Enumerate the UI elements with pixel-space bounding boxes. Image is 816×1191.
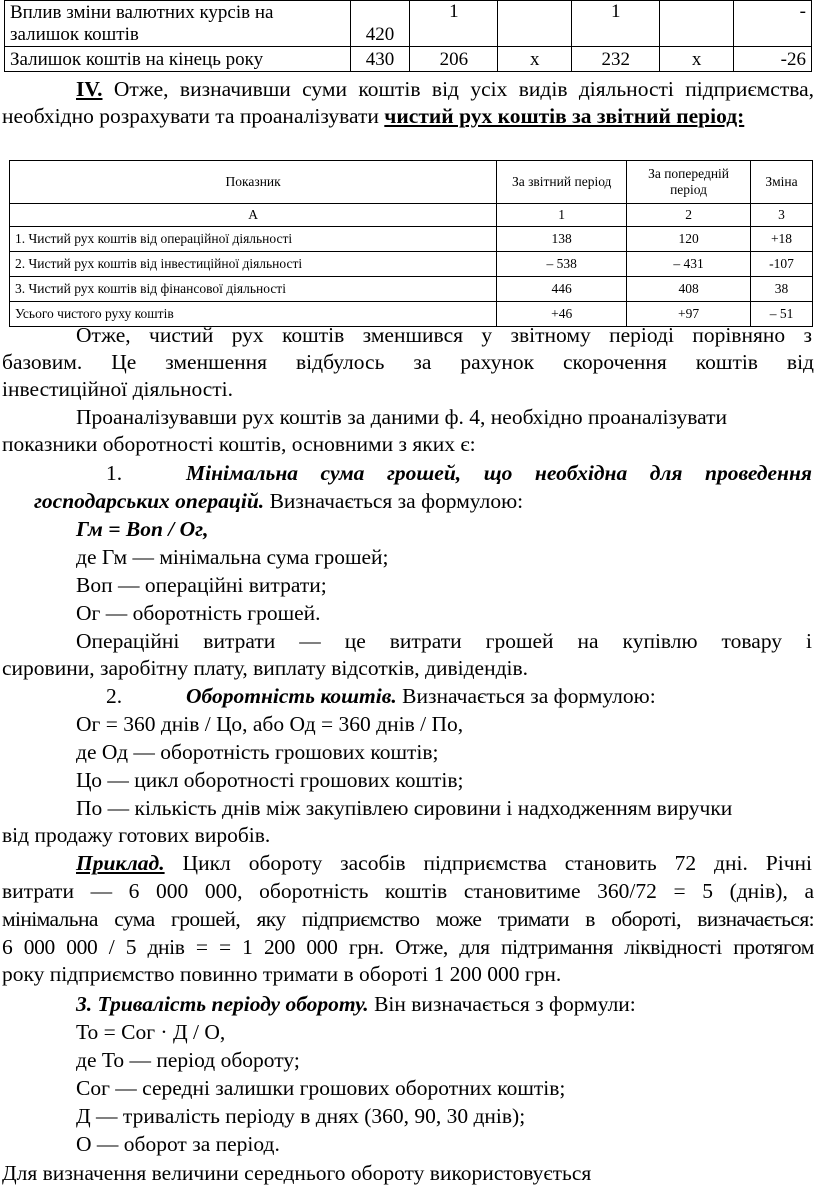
text-line: Отже, чистий рух коштів зменшився у звітному періоді порівняно з: [76, 323, 812, 347]
cell: – 538: [497, 252, 627, 277]
list-title: Оборотність коштів.: [186, 684, 397, 708]
column-number: 3: [751, 204, 813, 227]
table-row: [5, 47, 812, 72]
text-line: інвестиційної діяльності.: [2, 377, 234, 401]
example-line: року підприємство повинно тримати в обороті 1 200 000 грн.: [2, 962, 562, 986]
list-tail: Він визначається з формули:: [368, 992, 636, 1016]
list-item-title-cont: [34, 488, 812, 515]
formula: Гм = Воп / Ог,: [76, 517, 209, 541]
list-number: 2.: [106, 684, 123, 708]
definition: По — кількість днів між закупівлею сировини і надходженням виручки: [76, 796, 733, 820]
definition: Д — тривалість періоду в днях (360, 90, 30 днів);: [76, 1104, 526, 1128]
definition: О — оборот за період.: [76, 1132, 280, 1156]
definition-cont: від продажу готових виробів.: [2, 823, 271, 847]
text-line: Проаналізувавши рух коштів за даними ф. 4, необхідно проаналізувати: [76, 405, 728, 429]
text-line: Операційні витрати — це витрати грошей на купівлю товару і: [76, 629, 812, 653]
list-number: 1.: [106, 461, 123, 485]
example-line: витрати — 6 000 000, оборотність коштів становитиме 360/72 = 5 (днів), а: [2, 879, 814, 903]
text-line: базовим. Це зменшення відбулось за рахунок скорочення коштів від: [2, 350, 814, 374]
table-row: [10, 252, 813, 277]
list-tail: Визначається за формулою:: [396, 684, 656, 708]
section-iv-paragraph: [2, 76, 814, 130]
cell: +97: [627, 302, 751, 327]
row-label: Залишок коштів на кінець року: [5, 47, 351, 72]
column-header: Зміна: [751, 161, 813, 204]
net-cash-flow-table: [9, 160, 813, 327]
cell: – 51: [751, 302, 813, 327]
cell: 232: [572, 47, 660, 72]
cell: +18: [751, 227, 813, 252]
example-label: Приклад.: [76, 851, 165, 875]
cell: -26: [734, 47, 812, 72]
list-title: господарських операцій.: [34, 489, 265, 513]
row-code: 430: [350, 47, 410, 72]
definition: Ог — оборотність грошей.: [76, 601, 321, 625]
cell: 138: [497, 227, 627, 252]
column-header: За звітний період: [497, 161, 627, 204]
list-item-title: [106, 460, 812, 487]
definition: де Гм — мінімальна сума грошей;: [76, 545, 389, 569]
example-text: Цикл обороту засобів підприємства становить 72 дні. Річні: [164, 851, 812, 875]
list-item-title: [76, 991, 636, 1018]
definition: де Од — оборотність грошових коштів;: [76, 740, 439, 764]
cell: 206: [410, 47, 498, 72]
cell: 38: [751, 277, 813, 302]
cell: 120: [627, 227, 751, 252]
column-header: За попередній період: [627, 161, 751, 204]
list-title: 3. Тривалість періоду обороту.: [76, 992, 369, 1016]
cell: – 431: [627, 252, 751, 277]
column-number: 2: [627, 204, 751, 227]
cell: 446: [497, 277, 627, 302]
definition: Сог — середні залишки грошових оборотних коштів;: [76, 1076, 566, 1100]
example-line: [76, 850, 812, 877]
row-code: 420: [350, 1, 410, 47]
table-header-row: [10, 161, 813, 204]
text-line: показники оборотності коштів, основними з яких є:: [2, 432, 476, 456]
formula: То = Сог · Д / О,: [76, 1020, 226, 1044]
row-label: 2. Чистий рух коштів від інвестиційної діяльності: [10, 252, 497, 277]
cell: -: [734, 1, 812, 47]
row-label: Вплив зміни валютних курсів на залишок коштів: [5, 1, 351, 47]
formula: Ог = 360 днів / Цо, або Од = 360 днів / По,: [76, 712, 464, 736]
column-number: А: [10, 204, 497, 227]
row-label: 3. Чистий рух коштів від фінансової діяльності: [10, 277, 497, 302]
cell: 408: [627, 277, 751, 302]
cell: х: [660, 47, 734, 72]
definition: де То — період обороту;: [76, 1048, 300, 1072]
list-item-title: [106, 683, 812, 710]
text-line: Для визначення величини середнього обороту використовується: [2, 1161, 592, 1185]
column-header: Показник: [10, 161, 497, 204]
table-row: [10, 277, 813, 302]
definition: Воп — операційні витрати;: [76, 573, 327, 597]
cell: [498, 1, 572, 47]
row-label: 1. Чистий рух коштів від операційної діяльності: [10, 227, 497, 252]
table-row: [10, 227, 813, 252]
cell: х: [498, 47, 572, 72]
cell: [660, 1, 734, 47]
section-text: Отже, визначивши суми коштів від усіх видів діяльності підприємства, необхідно розрахувати та проаналізувати: [2, 77, 814, 128]
example-line: мінімальна сума грошей, яку підприємство може тримати в обороті, визначається:: [2, 907, 814, 931]
row-label: Усього чистого руху коштів: [10, 302, 497, 327]
example-line: 6 000 000 / 5 днів = = 1 200 000 грн. Отже, для підтримання ліквідності протягом: [2, 935, 814, 959]
cell: 1: [572, 1, 660, 47]
table-row: [5, 1, 812, 47]
cash-flow-table-continuation: [4, 0, 812, 72]
column-number-row: [10, 204, 813, 227]
section-number: IV.: [76, 77, 103, 101]
list-title: Мінімальна сума грошей, що необхідна для проведення: [186, 461, 812, 485]
cell: 1: [410, 1, 498, 47]
text-line: сировини, заробітну плату, виплату відсотків, дивідендів.: [2, 656, 529, 680]
section-emphasis: чистий рух коштів за звітний період:: [384, 104, 745, 128]
definition: Цо — цикл оборотності грошових коштів;: [76, 768, 464, 792]
list-tail: Визначається за формулою:: [264, 489, 524, 513]
cell: +46: [497, 302, 627, 327]
cell: -107: [751, 252, 813, 277]
column-number: 1: [497, 204, 627, 227]
